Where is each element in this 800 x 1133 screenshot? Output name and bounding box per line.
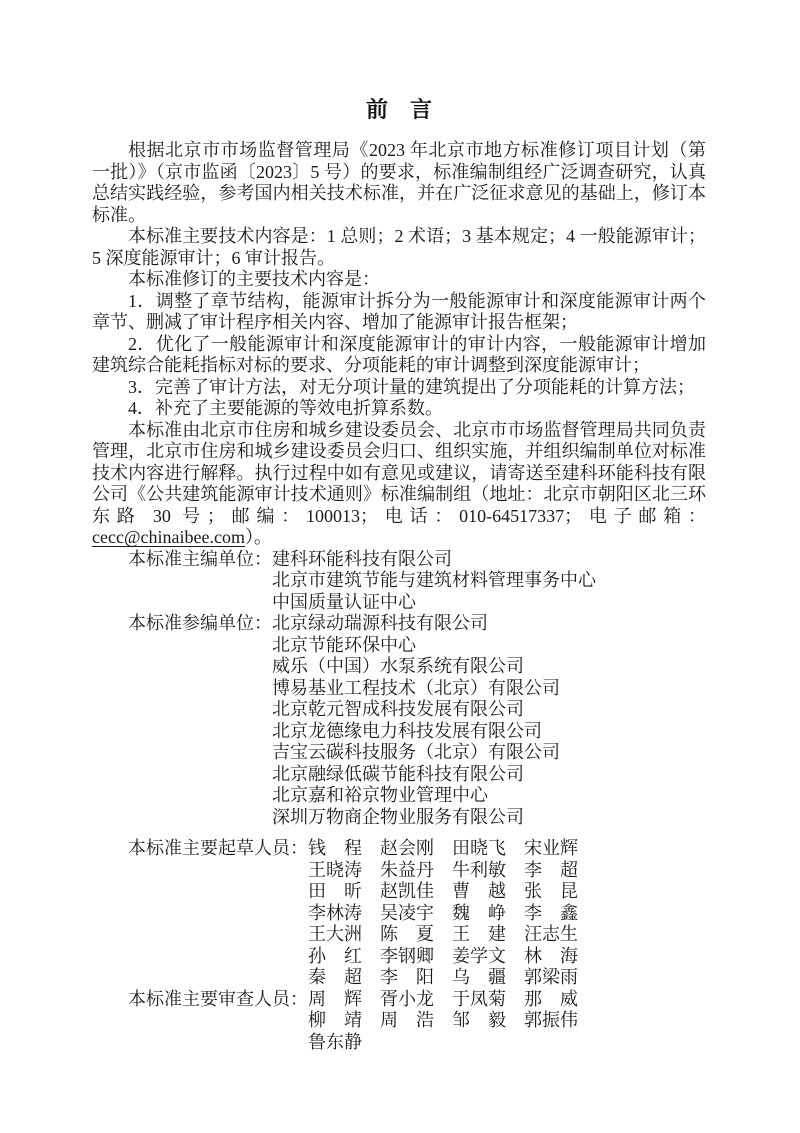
chief-editor-units-label: 本标准主编单位： xyxy=(128,548,272,569)
unit-item: 北京融绿低碳节能科技有限公司 xyxy=(272,763,524,784)
reviewers-label: 本标准主要审查人员： xyxy=(128,988,308,1009)
drafters-row: 王大洲 陈 夏 王 建 汪志生 xyxy=(308,924,578,944)
unit-item: 北京嘉和裕京物业管理中心 xyxy=(272,785,488,805)
unit-item: 北京乾元智成科技发展有限公司 xyxy=(272,699,524,719)
reviewers-row: 周 辉 胥小龙 于凤菊 那 威 xyxy=(308,988,578,1009)
drafters-row: 王晓涛 朱益丹 牛利敏 李 超 xyxy=(308,859,578,880)
reviewers-row: 鲁东静 xyxy=(308,1031,362,1052)
revision-item-4: 4．补充了主要能源的等效电折算系数。 xyxy=(128,398,443,418)
drafters-list xyxy=(308,838,706,989)
unit-item: 北京节能环保中心 xyxy=(272,634,416,655)
contact-text-before-email: ；电子邮箱： xyxy=(564,505,707,526)
drafters-row: 田 昕 赵凯佳 曹 越 张 昆 xyxy=(308,881,578,901)
page-title: 前 言 xyxy=(365,97,432,122)
participating-units-label: 本标准参编单位： xyxy=(128,613,272,633)
unit-item: 深圳万物商企物业服务有限公司 xyxy=(272,806,524,827)
email-link[interactable]: cecc@chinaibee.com xyxy=(92,527,245,547)
reviewers-section xyxy=(92,989,706,1054)
revision-item-3: 3．完善了审计方法，对无分项计量的建筑提出了分项能耗的计算方法； xyxy=(128,376,695,397)
drafters-row: 钱 程 赵会刚 田晓飞 宋业辉 xyxy=(308,838,578,858)
paragraph-revision-intro: 本标准修订的主要技术内容是： xyxy=(128,269,380,289)
reviewers-row: 柳 靖 周 浩 邹 毅 郭振伟 xyxy=(308,1010,578,1030)
drafters-row: 秦 超 李 阳 乌 疆 郭梁雨 xyxy=(308,967,578,987)
chief-editor-units-list xyxy=(272,549,706,614)
unit-item: 建科环能科技有限公司 xyxy=(272,548,452,569)
contact-text-before-phone: 本标准由北京市住房和城乡建设委员会、北京市市场监督管理局共同负责管理，北京市住房和城乡建设委员会归口、组织实施，并组织编制单位对标准技术内容进行解释。执行过程中如有意见或建议，请寄送至建科环能科技有限公司《公共建筑能源审计技术通则》标准编制组（地址：北京市朝阳区北三环东路 30 号；邮编：100013；电话： xyxy=(92,419,706,526)
unit-item: 博易基业工程技术（北京）有限公司 xyxy=(272,677,560,698)
drafters-label: 本标准主要起草人员： xyxy=(128,838,308,858)
drafters-row: 孙 红 李钢卿 姜学文 林 海 xyxy=(308,945,578,966)
unit-item: 吉宝云碳科技服务（北京）有限公司 xyxy=(272,742,560,762)
drafters-section xyxy=(92,838,706,989)
unit-item: 北京龙德缘电力科技发展有限公司 xyxy=(272,720,542,741)
paragraph-management-contact xyxy=(92,420,706,549)
revision-item-2: 2．优化了一般能源审计和深度能源审计的审计内容，一般能源审计增加建筑综合能耗指标对标的要求、分项能耗的审计调整到深度能源审计； xyxy=(92,333,706,375)
unit-item: 威乐（中国）水泵系统有限公司 xyxy=(272,656,524,676)
paragraph-basis: 根据北京市市场监督管理局《2023 年北京市地方标准修订项目计划（第一批）》（京市监函〔2023〕5 号）的要求，标准编制组经广泛调查研究，认真总结实践经验，参考国内相关技术标准，并在广泛征求意见的基础上，修订本标准。 xyxy=(92,140,706,225)
chief-editor-units-section xyxy=(92,549,706,614)
unit-item: 中国质量认证中心 xyxy=(272,591,416,612)
revision-item-1: 1．调整了章节结构，能源审计拆分为一般能源审计和深度能源审计两个章节、删减了审计程序相关内容、增加了能源审计报告框架； xyxy=(92,290,706,332)
participating-units-list xyxy=(272,613,706,828)
unit-item: 北京绿动瑞源科技有限公司 xyxy=(272,613,488,633)
participating-units-section xyxy=(92,613,706,828)
unit-item: 北京市建筑节能与建筑材料管理事务中心 xyxy=(272,570,596,590)
phone-number: 010-64517337 xyxy=(459,505,565,526)
reviewers-list xyxy=(308,989,706,1054)
paragraph-main-contents: 本标准主要技术内容是：1 总则；2 术语；3 基本规定；4 一般能源审计；5 深度能源审计；6 审计报告。 xyxy=(92,226,706,268)
drafters-row: 李林涛 吴凌宇 魏 峥 李 鑫 xyxy=(308,902,578,923)
contact-text-closing: ）。 xyxy=(244,527,272,547)
